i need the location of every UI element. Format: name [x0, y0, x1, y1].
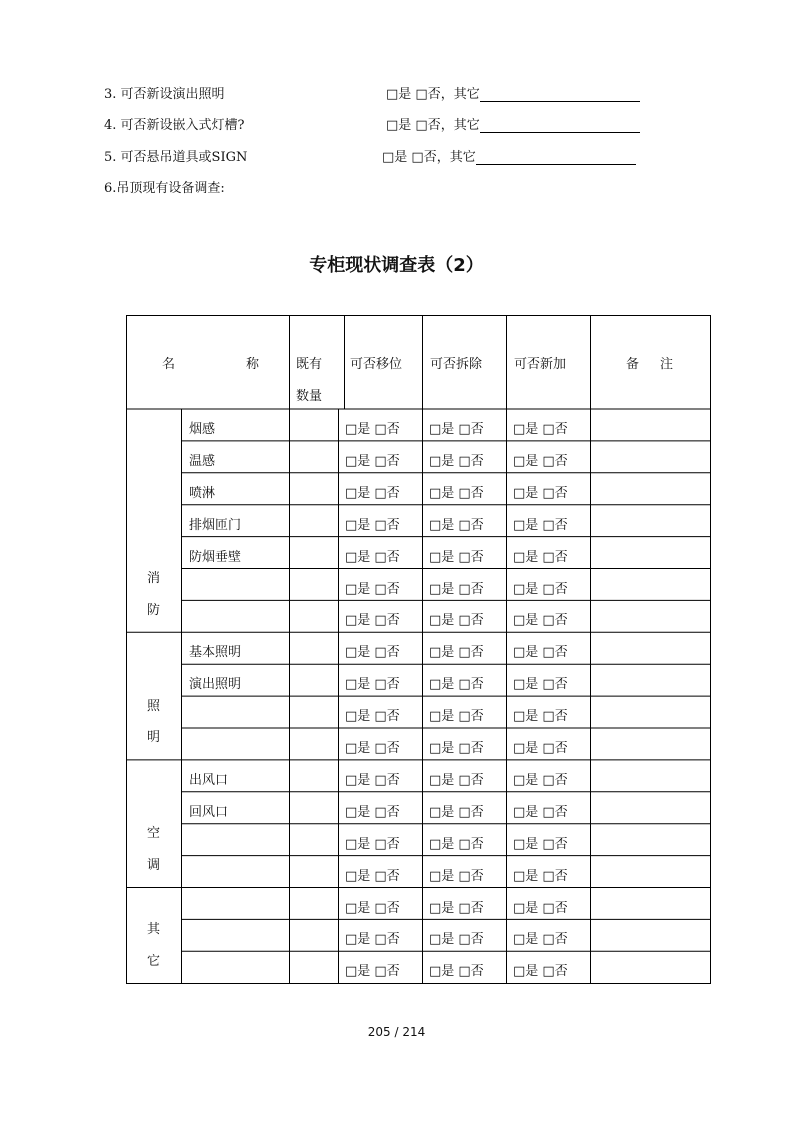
- question-4-options[interactable]: □是 □否，其它: [386, 118, 480, 133]
- row-movable-check[interactable]: □是 □否: [345, 645, 400, 661]
- row-remark-cell[interactable]: [594, 858, 706, 886]
- row-movable-check[interactable]: □是 □否: [345, 453, 400, 469]
- header-remark-right: 注: [660, 357, 674, 372]
- row-removable-check[interactable]: □是 □否: [429, 422, 484, 437]
- row-qty-cell[interactable]: [292, 634, 336, 662]
- row-remark-cell[interactable]: [594, 602, 706, 630]
- row-remark-cell[interactable]: [594, 443, 706, 471]
- row-remark-cell[interactable]: [594, 475, 706, 503]
- row-remark-cell[interactable]: [594, 921, 706, 949]
- row-removable-check[interactable]: □是 □否: [429, 741, 484, 756]
- row-removable-check[interactable]: □是 □否: [429, 932, 484, 948]
- row-movable-check[interactable]: □是 □否: [345, 900, 400, 916]
- row-removable-check[interactable]: □是 □否: [429, 836, 484, 852]
- row-addable-check[interactable]: □是 □否: [513, 741, 568, 756]
- row-remark-cell[interactable]: [594, 666, 706, 694]
- row-remark-cell[interactable]: [594, 890, 706, 918]
- row-removable-check[interactable]: □是 □否: [429, 549, 484, 565]
- row-item-name: 演出照明: [189, 677, 242, 693]
- row-addable-check[interactable]: □是 □否: [513, 613, 568, 629]
- row-movable-check[interactable]: □是 □否: [345, 677, 400, 693]
- row-qty-cell[interactable]: [292, 826, 336, 854]
- row-addable-check[interactable]: □是 □否: [513, 900, 568, 916]
- category-char: 空: [147, 826, 161, 842]
- category-char: 它: [147, 953, 161, 969]
- row-movable-check[interactable]: □是 □否: [345, 549, 400, 565]
- header-name-right: 称: [246, 357, 260, 372]
- row-removable-check[interactable]: □是 □否: [429, 868, 484, 884]
- question-6: [104, 177, 225, 196]
- row-item-name: 排烟匝门: [189, 517, 242, 533]
- row-addable-check[interactable]: □是 □否: [513, 581, 568, 597]
- row-addable-check[interactable]: □是 □否: [513, 485, 568, 501]
- row-movable-check[interactable]: □是 □否: [345, 422, 400, 437]
- row-movable-check[interactable]: □是 □否: [345, 613, 400, 629]
- category-char: 防: [147, 602, 161, 618]
- row-removable-check[interactable]: □是 □否: [429, 709, 484, 725]
- row-removable-check[interactable]: □是 □否: [429, 485, 484, 501]
- row-qty-cell[interactable]: [292, 507, 336, 535]
- header-remark-left: 备: [626, 357, 640, 372]
- row-remark-cell[interactable]: [594, 411, 706, 439]
- row-movable-check[interactable]: □是 □否: [345, 741, 400, 756]
- row-qty-cell[interactable]: [292, 730, 336, 758]
- row-addable-check[interactable]: □是 □否: [513, 932, 568, 948]
- row-addable-check[interactable]: □是 □否: [513, 422, 568, 437]
- table-title: 专柜现状调查表（2）: [309, 255, 484, 276]
- row-qty-cell[interactable]: [292, 921, 336, 949]
- row-movable-check[interactable]: □是 □否: [345, 772, 400, 788]
- row-addable-check[interactable]: □是 □否: [513, 709, 568, 725]
- row-movable-check[interactable]: □是 □否: [345, 709, 400, 725]
- row-addable-check[interactable]: □是 □否: [513, 453, 568, 469]
- category-char: 照: [147, 698, 161, 714]
- row-qty-cell[interactable]: [292, 539, 336, 567]
- row-removable-check[interactable]: □是 □否: [429, 581, 484, 597]
- question-3-options[interactable]: □是 □否，其它: [386, 87, 480, 102]
- row-qty-cell[interactable]: [292, 411, 336, 439]
- row-removable-check[interactable]: □是 □否: [429, 677, 484, 693]
- row-item-name: 烟感: [189, 422, 216, 437]
- row-movable-check[interactable]: □是 □否: [345, 804, 400, 820]
- question-5-options[interactable]: □是 □否，其它: [382, 150, 476, 165]
- question-3-text: 3. 可否新设演出照明: [104, 87, 225, 102]
- row-item-name: 出风口: [189, 772, 229, 788]
- question-5-text: 5. 可否悬吊道具或SIGN: [104, 150, 248, 165]
- row-removable-check[interactable]: □是 □否: [429, 964, 484, 980]
- question-5-other-blank[interactable]: [476, 152, 636, 165]
- row-remark-cell[interactable]: [594, 539, 706, 567]
- row-qty-cell[interactable]: [292, 890, 336, 918]
- row-remark-cell[interactable]: [594, 794, 706, 822]
- row-addable-check[interactable]: □是 □否: [513, 772, 568, 788]
- row-remark-cell[interactable]: [594, 507, 706, 535]
- row-item-name: 基本照明: [189, 645, 242, 661]
- row-qty-cell[interactable]: [292, 953, 336, 981]
- header-qty-line2: 数量: [296, 389, 323, 404]
- row-qty-cell[interactable]: [292, 762, 336, 790]
- row-qty-cell[interactable]: [292, 475, 336, 503]
- row-qty-cell[interactable]: [292, 443, 336, 471]
- row-qty-cell[interactable]: [292, 571, 336, 599]
- row-qty-cell[interactable]: [292, 666, 336, 694]
- row-qty-cell[interactable]: [292, 794, 336, 822]
- row-addable-check[interactable]: □是 □否: [513, 868, 568, 884]
- row-removable-check[interactable]: □是 □否: [429, 772, 484, 788]
- survey-table: [126, 315, 711, 984]
- row-remark-cell[interactable]: [594, 826, 706, 854]
- header-removable: 可否拆除: [430, 357, 483, 372]
- row-movable-check[interactable]: □是 □否: [345, 932, 400, 948]
- row-removable-check[interactable]: □是 □否: [429, 900, 484, 916]
- row-remark-cell[interactable]: [594, 698, 706, 726]
- row-addable-check[interactable]: □是 □否: [513, 964, 568, 980]
- row-removable-check[interactable]: □是 □否: [429, 804, 484, 820]
- row-movable-check[interactable]: □是 □否: [345, 517, 400, 533]
- header-qty-line1: 既有: [296, 357, 323, 372]
- row-qty-cell[interactable]: [292, 698, 336, 726]
- row-remark-cell[interactable]: [594, 953, 706, 981]
- row-movable-check[interactable]: □是 □否: [345, 485, 400, 501]
- row-remark-cell[interactable]: [594, 571, 706, 599]
- question-4-text: 4. 可否新设嵌入式灯槽?: [104, 118, 245, 133]
- row-qty-cell[interactable]: [292, 602, 336, 630]
- row-addable-check[interactable]: □是 □否: [513, 549, 568, 565]
- row-item-name: 喷淋: [189, 485, 216, 501]
- row-addable-check[interactable]: □是 □否: [513, 517, 568, 533]
- question-4-other-blank[interactable]: [480, 120, 640, 133]
- row-item-name: 回风口: [189, 804, 229, 820]
- row-addable-check[interactable]: □是 □否: [513, 836, 568, 852]
- row-addable-check[interactable]: □是 □否: [513, 645, 568, 661]
- question-6-text: 6.吊顶现有设备调查:: [104, 181, 225, 196]
- row-item-name: 防烟垂壁: [189, 549, 242, 565]
- row-addable-check[interactable]: □是 □否: [513, 677, 568, 693]
- header-movable: 可否移位: [350, 357, 403, 372]
- row-remark-cell[interactable]: [594, 634, 706, 662]
- row-removable-check[interactable]: □是 □否: [429, 613, 484, 629]
- row-removable-check[interactable]: □是 □否: [429, 453, 484, 469]
- row-remark-cell[interactable]: [594, 762, 706, 790]
- question-3-other-blank[interactable]: [480, 89, 640, 102]
- row-movable-check[interactable]: □是 □否: [345, 964, 400, 980]
- category-char: 其: [147, 921, 161, 937]
- row-removable-check[interactable]: □是 □否: [429, 645, 484, 661]
- category-char: 明: [147, 730, 161, 746]
- row-qty-cell[interactable]: [292, 858, 336, 886]
- category-char: 调: [147, 858, 161, 874]
- row-movable-check[interactable]: □是 □否: [345, 581, 400, 597]
- row-addable-check[interactable]: □是 □否: [513, 804, 568, 820]
- row-item-name: 温感: [189, 453, 216, 469]
- row-removable-check[interactable]: □是 □否: [429, 517, 484, 533]
- row-movable-check[interactable]: □是 □否: [345, 868, 400, 884]
- row-remark-cell[interactable]: [594, 730, 706, 758]
- row-movable-check[interactable]: □是 □否: [345, 836, 400, 852]
- header-addable: 可否新加: [514, 357, 567, 372]
- category-char: 消: [147, 570, 161, 586]
- header-name-left: 名: [162, 357, 176, 372]
- page-number: 205 / 214: [367, 1025, 426, 1039]
